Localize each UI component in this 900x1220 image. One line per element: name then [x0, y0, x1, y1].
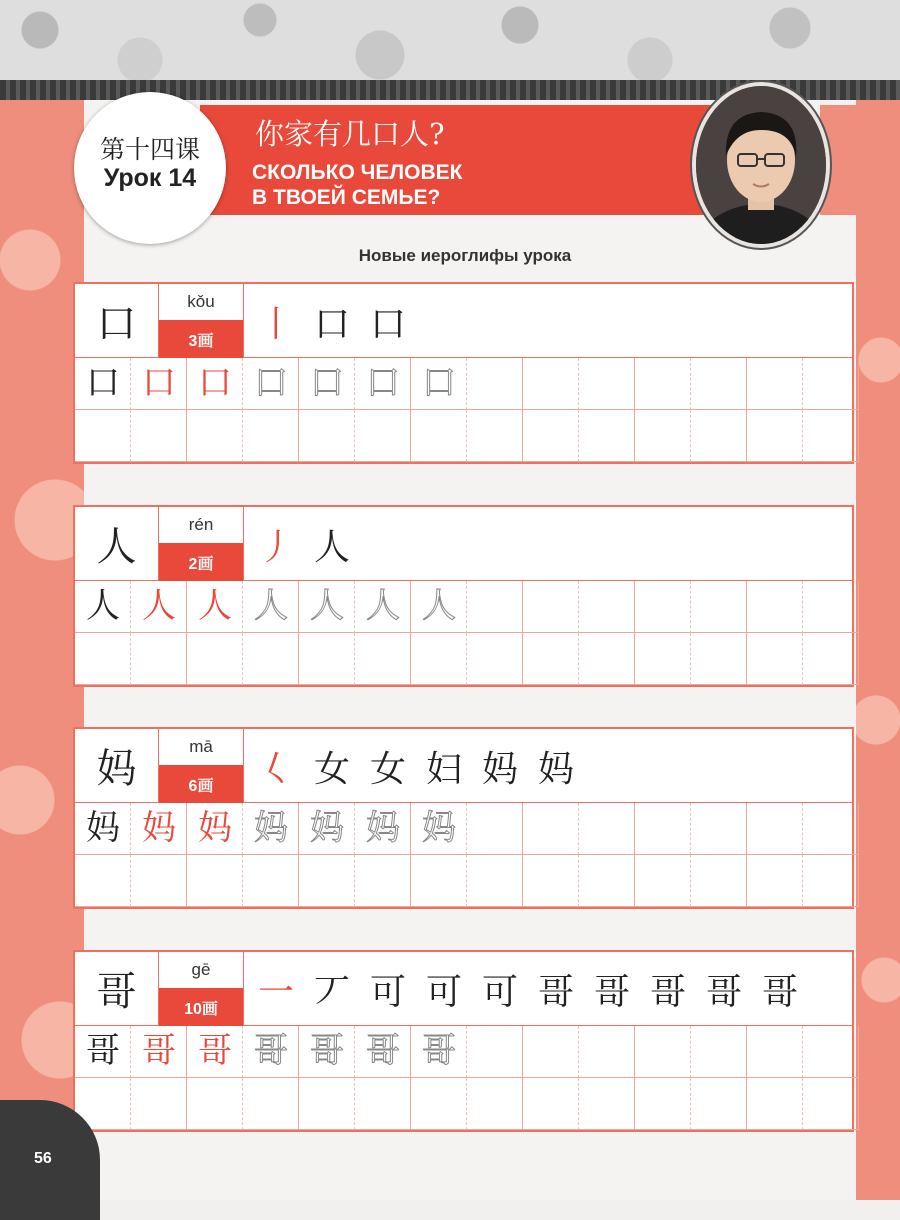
stroke-order-step: 女: [314, 749, 351, 790]
practice-cell[interactable]: [523, 855, 579, 907]
practice-cell[interactable]: [187, 633, 243, 685]
practice-cell[interactable]: [523, 358, 579, 410]
stroke-order-step: 妇: [426, 749, 463, 790]
practice-cell[interactable]: [355, 855, 411, 907]
practice-cell[interactable]: [523, 633, 579, 685]
practice-cell[interactable]: [355, 1078, 411, 1130]
lesson-number-chinese: 第十四课: [99, 135, 200, 164]
stroke-order-step: 可: [370, 972, 407, 1013]
trace-character-red: 人: [198, 586, 232, 626]
practice-cell[interactable]: [523, 410, 579, 462]
practice-cell[interactable]: [75, 633, 131, 685]
practice-cell[interactable]: [691, 1026, 747, 1078]
practice-cell[interactable]: [243, 1078, 299, 1130]
trace-character-outline: 口: [310, 363, 344, 403]
practice-cell[interactable]: [747, 358, 803, 410]
practice-cell[interactable]: [467, 410, 523, 462]
character-block: [73, 282, 854, 464]
practice-cell[interactable]: [635, 581, 691, 633]
practice-cell[interactable]: [635, 358, 691, 410]
trace-character-red: 哥: [142, 1031, 176, 1071]
trace-character-outline: 哥: [254, 1031, 288, 1071]
practice-cell[interactable]: [803, 1078, 859, 1130]
student-portrait-icon: [696, 86, 826, 244]
trace-character-outline: 妈: [254, 808, 288, 848]
stroke-count: 2画: [159, 543, 243, 581]
trace-character-red: 口: [198, 363, 232, 403]
practice-cell[interactable]: [299, 633, 355, 685]
practice-grid[interactable]: [75, 1026, 854, 1130]
title-bar-decoration: [820, 105, 900, 215]
main-character: 妈: [75, 729, 159, 803]
pinyin: kǒu: [187, 292, 215, 311]
practice-cell[interactable]: [579, 1026, 635, 1078]
stroke-order: [243, 507, 854, 581]
main-character: 哥: [75, 952, 159, 1026]
practice-cell[interactable]: [579, 633, 635, 685]
stroke-order-step: 女: [370, 749, 407, 790]
practice-cell[interactable]: [747, 410, 803, 462]
stroke-count: 6画: [159, 765, 243, 803]
practice-cell[interactable]: [243, 410, 299, 462]
lesson-title-russian-line1: СКОЛЬКО ЧЕЛОВЕК: [252, 161, 463, 184]
stroke-order-step: 人: [314, 527, 351, 568]
lesson-title-chinese: 你家有几口人?: [255, 117, 445, 151]
practice-cell[interactable]: [299, 855, 355, 907]
trace-character-outline: 哥: [310, 1031, 344, 1071]
lesson-number-russian: Урок 14: [103, 164, 197, 192]
practice-cell[interactable]: [635, 803, 691, 855]
practice-cell[interactable]: [299, 1078, 355, 1130]
lesson-title-russian-line2: В ТВОЕЙ СЕМЬЕ?: [252, 186, 441, 209]
section-title: Новые иероглифы урока: [358, 246, 572, 265]
practice-cell[interactable]: [747, 803, 803, 855]
stroke-order-step: 哥: [650, 972, 687, 1013]
practice-cell[interactable]: [75, 410, 131, 462]
practice-cell[interactable]: [747, 1026, 803, 1078]
practice-cell[interactable]: [467, 358, 523, 410]
stroke-order-step: 哥: [762, 972, 799, 1013]
stroke-order-step: 妈: [482, 749, 519, 790]
stroke-count: 3画: [159, 320, 243, 358]
practice-cell[interactable]: [187, 855, 243, 907]
practice-cell[interactable]: [355, 633, 411, 685]
practice-cell[interactable]: [75, 855, 131, 907]
practice-cell[interactable]: [411, 855, 467, 907]
stroke-order-step: 哥: [538, 972, 575, 1013]
stroke-order: [243, 729, 854, 803]
practice-cell[interactable]: [243, 855, 299, 907]
trace-character-outline: 人: [422, 586, 456, 626]
practice-cell[interactable]: [691, 410, 747, 462]
stroke-order-step: 哥: [706, 972, 743, 1013]
practice-cell[interactable]: [579, 358, 635, 410]
stroke-count: 10画: [159, 988, 243, 1026]
trace-character-outline: 口: [422, 363, 456, 403]
practice-grid[interactable]: [75, 803, 854, 907]
page-number: 56: [34, 1150, 52, 1167]
practice-cell[interactable]: [131, 410, 187, 462]
trace-character-red: 人: [142, 586, 176, 626]
trace-character-outline: 妈: [310, 808, 344, 848]
practice-cell[interactable]: [691, 581, 747, 633]
practice-grid[interactable]: [75, 581, 854, 685]
practice-cell[interactable]: [467, 633, 523, 685]
practice-cell[interactable]: [579, 855, 635, 907]
trace-character-outline: 哥: [366, 1031, 400, 1071]
practice-cell[interactable]: [579, 803, 635, 855]
practice-cell[interactable]: [523, 1026, 579, 1078]
practice-cell[interactable]: [579, 410, 635, 462]
practice-cell[interactable]: [187, 1078, 243, 1130]
practice-cell[interactable]: [803, 410, 859, 462]
practice-cell[interactable]: [803, 1026, 859, 1078]
stroke-order-step: 可: [426, 972, 463, 1013]
practice-cell[interactable]: [635, 1078, 691, 1130]
practice-cell[interactable]: [747, 855, 803, 907]
practice-cell[interactable]: [803, 358, 859, 410]
practice-cell[interactable]: [691, 633, 747, 685]
main-character: 口: [75, 284, 159, 358]
stroke-order-step: 口: [370, 304, 407, 345]
trace-character-outline: 妈: [422, 808, 456, 848]
practice-cell[interactable]: [803, 855, 859, 907]
stroke-order-step: 可: [482, 972, 519, 1013]
practice-cell[interactable]: [579, 581, 635, 633]
practice-cell[interactable]: [747, 633, 803, 685]
student-photo: [692, 82, 830, 248]
stroke-order: [243, 284, 854, 358]
practice-cell[interactable]: [635, 855, 691, 907]
trace-character-red: 哥: [198, 1031, 232, 1071]
practice-cell[interactable]: [635, 1026, 691, 1078]
pinyin: mā: [189, 737, 213, 756]
practice-cell[interactable]: [803, 803, 859, 855]
practice-cell[interactable]: [131, 633, 187, 685]
practice-cell[interactable]: [691, 1078, 747, 1130]
decorative-right-border: [856, 100, 900, 1200]
stroke-order-step: 一: [258, 972, 295, 1013]
practice-cell[interactable]: [691, 358, 747, 410]
trace-character-outline: 人: [310, 586, 344, 626]
stroke-order-step: 丿: [258, 527, 295, 568]
stroke-order-step: 丆: [314, 972, 351, 1013]
stroke-order-step: 妈: [538, 749, 575, 790]
trace-character-red: 口: [142, 363, 176, 403]
model-character: 妈: [86, 808, 120, 848]
trace-character-outline: 哥: [422, 1031, 456, 1071]
practice-cell[interactable]: [747, 581, 803, 633]
lesson-title-russian: [252, 160, 552, 210]
stroke-order: [243, 952, 854, 1026]
trace-character-red: 妈: [198, 808, 232, 848]
practice-cell[interactable]: [803, 581, 859, 633]
practice-cell[interactable]: [467, 1026, 523, 1078]
practice-cell[interactable]: [131, 855, 187, 907]
practice-cell[interactable]: [523, 803, 579, 855]
stroke-order-step: 𡿨: [258, 749, 295, 790]
practice-cell[interactable]: [467, 1078, 523, 1130]
trace-character-outline: 妈: [366, 808, 400, 848]
practice-cell[interactable]: [635, 633, 691, 685]
practice-cell[interactable]: [747, 1078, 803, 1130]
practice-cell[interactable]: [803, 633, 859, 685]
trace-character-outline: 人: [366, 586, 400, 626]
practice-cell[interactable]: [467, 803, 523, 855]
practice-cell[interactable]: [187, 410, 243, 462]
character-block: [73, 727, 854, 909]
pinyin: rén: [188, 515, 214, 534]
model-character: 口: [86, 363, 120, 403]
trace-character-outline: 口: [366, 363, 400, 403]
stroke-order-step: 丨: [258, 304, 295, 345]
character-block: [73, 950, 854, 1132]
practice-cell[interactable]: [299, 410, 355, 462]
stroke-order-step: 哥: [594, 972, 631, 1013]
stroke-order-step: 口: [314, 304, 351, 345]
main-character: 人: [75, 507, 159, 581]
practice-cell[interactable]: [467, 581, 523, 633]
trace-character-outline: 口: [254, 363, 288, 403]
character-block: [73, 505, 854, 687]
model-character: 哥: [86, 1031, 120, 1071]
trace-character-red: 妈: [142, 808, 176, 848]
practice-cell[interactable]: [243, 633, 299, 685]
lesson-badge: [74, 92, 226, 244]
practice-cell[interactable]: [579, 1078, 635, 1130]
practice-grid[interactable]: [75, 358, 854, 462]
practice-cell[interactable]: [523, 581, 579, 633]
practice-cell[interactable]: [411, 633, 467, 685]
practice-cell[interactable]: [411, 1078, 467, 1130]
pinyin: gē: [191, 960, 211, 979]
practice-cell[interactable]: [355, 410, 411, 462]
practice-cell[interactable]: [131, 1078, 187, 1130]
model-character: 人: [86, 586, 120, 626]
practice-cell[interactable]: [635, 410, 691, 462]
practice-cell[interactable]: [467, 855, 523, 907]
practice-cell[interactable]: [411, 410, 467, 462]
trace-character-outline: 人: [254, 586, 288, 626]
practice-cell[interactable]: [523, 1078, 579, 1130]
practice-cell[interactable]: [691, 803, 747, 855]
practice-cell[interactable]: [691, 855, 747, 907]
